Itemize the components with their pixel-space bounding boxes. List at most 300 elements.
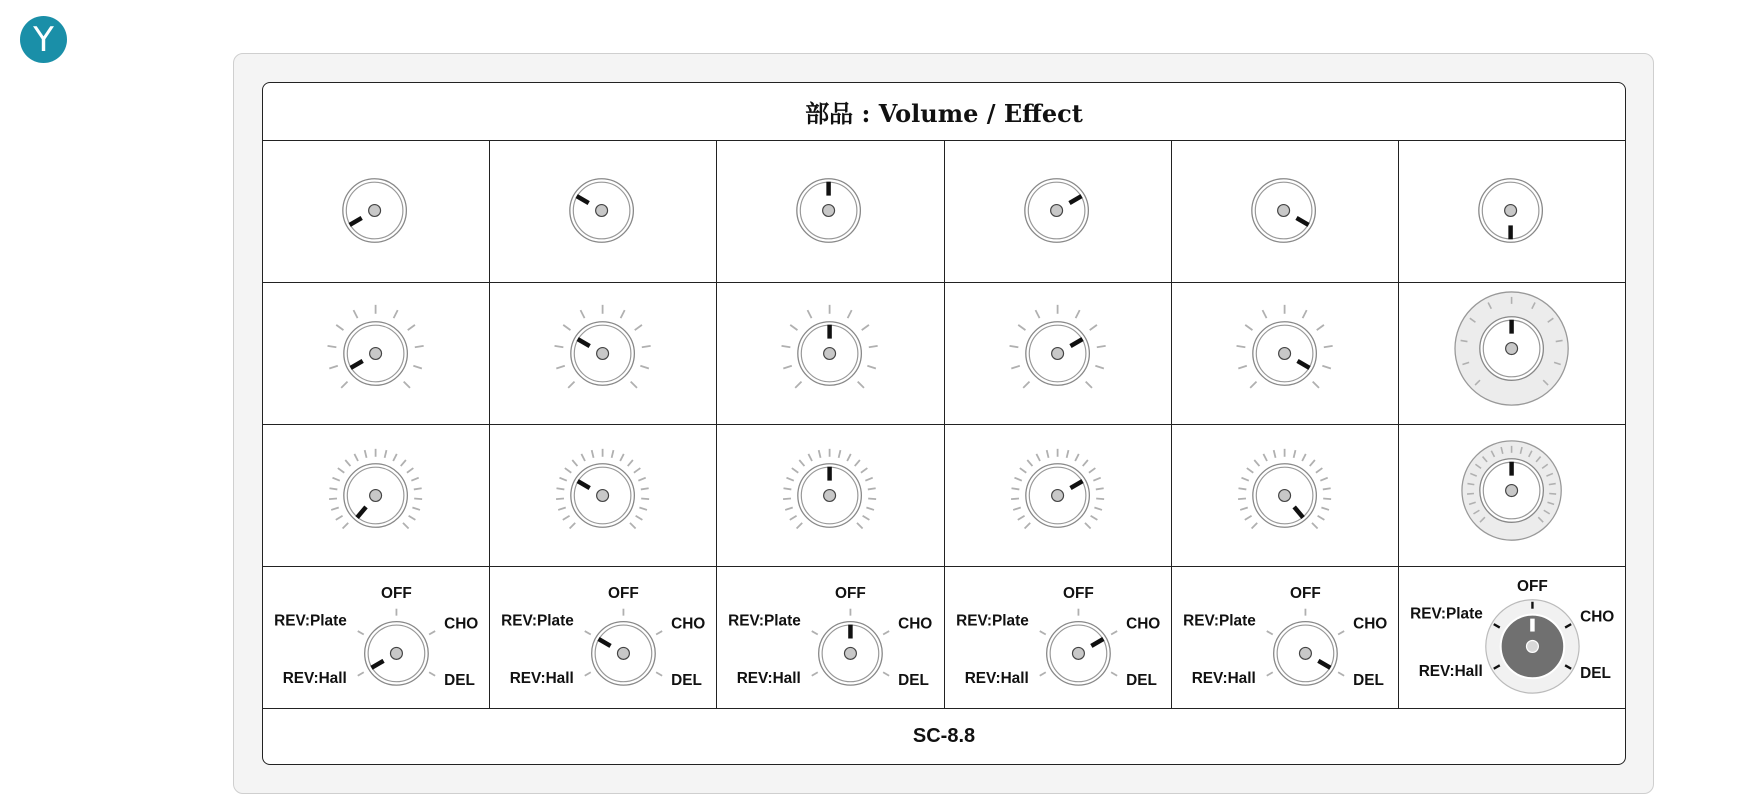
knob-cell xyxy=(1399,141,1625,282)
knob-drawing xyxy=(1399,425,1625,566)
scale-tick xyxy=(861,468,867,473)
scale-tick xyxy=(639,478,646,481)
knob-cell xyxy=(945,141,1172,282)
position-tick xyxy=(1338,631,1344,634)
scale-tick xyxy=(403,523,409,529)
scale-tick xyxy=(620,454,624,461)
selector-label-plate: REV:Plate xyxy=(1182,612,1256,630)
position-tick xyxy=(1266,631,1272,634)
scale-tick xyxy=(1322,366,1330,369)
scale-tick xyxy=(1014,478,1021,481)
position-tick xyxy=(1111,631,1117,634)
scale-tick xyxy=(1095,488,1103,489)
scale-tick xyxy=(1273,450,1275,458)
knob-cell xyxy=(945,283,1172,424)
scale-tick xyxy=(1467,484,1474,485)
knob[interactable] xyxy=(1009,305,1105,388)
scale-tick xyxy=(1247,468,1253,473)
scale-tick xyxy=(558,507,566,509)
knob-center-dot xyxy=(597,348,609,360)
scale-tick xyxy=(1088,468,1094,473)
scale-tick xyxy=(869,346,878,347)
scale-tick xyxy=(848,310,852,318)
knob-drawing xyxy=(1399,283,1625,424)
scale-tick xyxy=(855,460,860,466)
knob-drawing xyxy=(490,141,716,282)
knob-cell xyxy=(717,567,944,708)
knob-center-dot xyxy=(845,647,857,659)
position-tick xyxy=(1111,672,1117,675)
scale-tick xyxy=(786,507,794,509)
knob[interactable] xyxy=(555,305,651,388)
scale-tick xyxy=(1027,460,1032,466)
knob-cell xyxy=(717,283,944,424)
scale-tick xyxy=(1094,507,1102,509)
scale-tick xyxy=(409,516,416,520)
knob-center-dot xyxy=(370,348,382,360)
scale-tick xyxy=(857,523,863,529)
component-sheet xyxy=(262,82,1626,765)
scale-tick xyxy=(1293,450,1295,458)
selector-label-off: OFF xyxy=(1289,584,1321,602)
scale-tick xyxy=(1302,310,1306,318)
scale-tick xyxy=(631,382,637,388)
scale-tick xyxy=(612,450,614,458)
selector-label-off: OFF xyxy=(1516,577,1548,595)
position-tick xyxy=(656,672,662,675)
scale-tick xyxy=(570,523,576,529)
scale-tick xyxy=(385,450,387,458)
knob-cell xyxy=(263,283,490,424)
knob-cell xyxy=(1399,567,1625,708)
scale-tick xyxy=(1082,460,1087,466)
scale-tick xyxy=(1009,346,1018,347)
selector-label-hall: REV:Hall xyxy=(964,670,1029,688)
scale-tick xyxy=(1011,488,1019,489)
knob-center-dot xyxy=(597,490,609,502)
scale-tick xyxy=(329,366,337,369)
scale-tick xyxy=(848,454,852,461)
scale-tick xyxy=(784,488,792,489)
scale-tick xyxy=(1035,310,1039,318)
knob[interactable] xyxy=(1238,449,1331,529)
scale-tick xyxy=(555,346,564,347)
scale-tick xyxy=(1238,499,1246,500)
knob-drawing xyxy=(1399,567,1625,708)
scale-tick xyxy=(1312,382,1318,388)
scale-tick xyxy=(341,382,347,388)
scale-tick xyxy=(1017,516,1024,520)
scale-tick xyxy=(1023,382,1029,388)
knob[interactable] xyxy=(1183,585,1387,689)
selector-label-cho: CHO xyxy=(1579,608,1615,626)
sheet-footer: SC-8.8 xyxy=(912,725,976,747)
scale-tick xyxy=(1549,493,1556,494)
scale-tick xyxy=(1085,382,1091,388)
scale-tick xyxy=(328,346,337,347)
knob-center-dot xyxy=(1505,343,1517,355)
knob-drawing xyxy=(1172,283,1398,424)
scale-tick xyxy=(1090,516,1097,520)
scale-tick xyxy=(1238,366,1246,369)
selector-label-plate: REV:Plate xyxy=(501,612,574,630)
position-tick xyxy=(1039,631,1045,634)
scale-tick xyxy=(1317,516,1324,520)
scale-tick xyxy=(1323,488,1331,489)
knob[interactable] xyxy=(274,585,478,689)
scale-tick xyxy=(1323,499,1331,500)
knob-cell xyxy=(945,425,1172,566)
position-tick xyxy=(429,672,435,675)
scale-tick xyxy=(1013,507,1021,509)
scale-tick xyxy=(640,507,648,509)
scale-tick xyxy=(572,460,577,466)
scale-tick xyxy=(332,478,339,481)
scale-tick xyxy=(1024,523,1030,529)
scale-tick xyxy=(1011,366,1019,369)
scale-tick xyxy=(796,382,802,388)
scale-tick xyxy=(867,507,875,509)
selector-label-off: OFF xyxy=(608,584,639,602)
scale-tick xyxy=(630,523,636,529)
knob-drawing xyxy=(490,567,716,708)
scale-tick xyxy=(581,310,585,318)
knob-drawing xyxy=(717,567,943,708)
knob-cell xyxy=(490,567,717,708)
scale-tick xyxy=(868,366,876,369)
selector-label-cho: CHO xyxy=(1352,615,1387,633)
knob-center-dot xyxy=(1050,205,1062,217)
knob-center-dot xyxy=(1299,647,1311,659)
position-tick xyxy=(585,672,591,675)
knob-center-dot xyxy=(1505,485,1517,497)
selector-label-cho: CHO xyxy=(898,615,933,633)
scale-tick xyxy=(414,499,422,500)
selector-label-cho: CHO xyxy=(671,615,706,633)
scale-tick xyxy=(819,450,821,458)
knob-drawing xyxy=(945,425,1171,566)
selector-label-off: OFF xyxy=(1062,584,1094,602)
selector-label-hall: REV:Hall xyxy=(1191,670,1256,688)
knob-center-dot xyxy=(824,490,836,502)
scale-tick xyxy=(1084,523,1090,529)
knob-cell xyxy=(1172,283,1399,424)
knob-drawing xyxy=(717,141,943,282)
scale-tick xyxy=(1262,310,1266,318)
knob[interactable] xyxy=(1252,179,1316,243)
scale-tick xyxy=(628,460,633,466)
scale-tick xyxy=(563,516,570,520)
scale-tick xyxy=(1089,325,1096,330)
scale-tick xyxy=(1095,366,1103,369)
scale-tick xyxy=(869,499,877,500)
scale-tick xyxy=(1324,346,1333,347)
scale-tick xyxy=(413,366,421,369)
selector-label-hall: REV:Hall xyxy=(509,670,574,688)
knob-cell xyxy=(945,567,1172,708)
knob-drawing xyxy=(717,425,943,566)
position-tick xyxy=(585,631,591,634)
scale-tick xyxy=(809,454,813,461)
knob[interactable] xyxy=(329,449,422,529)
knob-grid xyxy=(263,141,1625,709)
selector-label-plate: REV:Plate xyxy=(728,612,802,630)
scale-tick xyxy=(1011,499,1019,500)
scale-tick xyxy=(641,488,649,489)
scale-tick xyxy=(866,478,873,481)
knob-cell xyxy=(1399,283,1625,424)
scale-tick xyxy=(1240,507,1248,509)
knob[interactable] xyxy=(1455,292,1568,405)
scale-tick xyxy=(1263,454,1267,461)
selector-label-plate: REV:Plate xyxy=(955,612,1029,630)
scale-tick xyxy=(1096,499,1104,500)
knob[interactable] xyxy=(1462,441,1561,540)
scale-tick xyxy=(1036,454,1040,461)
scale-tick xyxy=(641,499,649,500)
knob-row-ticks xyxy=(263,283,1625,425)
scale-tick xyxy=(592,450,594,458)
knob-drawing xyxy=(1172,425,1398,566)
scale-tick xyxy=(621,310,625,318)
scale-tick xyxy=(1549,484,1556,485)
scale-tick xyxy=(641,366,649,369)
scale-tick xyxy=(556,366,564,369)
scale-tick xyxy=(1245,325,1252,330)
knob[interactable] xyxy=(1236,305,1332,388)
sheet-title: 部品 : Volume / Effect xyxy=(263,83,1625,141)
knob-drawing xyxy=(490,425,716,566)
selector-label-del: DEL xyxy=(444,672,475,690)
scale-tick xyxy=(1075,310,1079,318)
knob-center-dot xyxy=(824,348,836,360)
scale-tick xyxy=(1250,382,1256,388)
knob-cell xyxy=(1172,425,1399,566)
knob-center-dot xyxy=(618,647,630,659)
scale-tick xyxy=(858,382,864,388)
knob-cell xyxy=(263,425,490,566)
scale-tick xyxy=(1075,454,1079,461)
scale-tick xyxy=(331,507,339,509)
knob[interactable] xyxy=(556,449,649,529)
selector-label-plate: REV:Plate xyxy=(1410,605,1483,623)
scale-tick xyxy=(862,325,869,330)
knob-cell xyxy=(1172,141,1399,282)
scale-tick xyxy=(1241,478,1248,481)
knob-center-dot xyxy=(1526,640,1538,652)
scale-tick xyxy=(635,325,642,330)
knob-cell xyxy=(490,141,717,282)
scale-tick xyxy=(414,488,422,489)
knob-cell xyxy=(263,141,490,282)
knob-center-dot xyxy=(1051,490,1063,502)
knob[interactable] xyxy=(956,585,1160,689)
scale-tick xyxy=(1254,460,1259,466)
scale-tick xyxy=(354,310,358,318)
knob[interactable] xyxy=(728,585,932,689)
position-tick xyxy=(358,631,364,634)
scale-tick xyxy=(787,478,794,481)
scale-tick xyxy=(1309,460,1314,466)
knob-drawing xyxy=(263,425,489,566)
knob[interactable] xyxy=(343,179,407,243)
scale-tick xyxy=(1316,325,1323,330)
scale-tick xyxy=(1251,523,1257,529)
knob[interactable] xyxy=(782,305,878,388)
knob-cell xyxy=(490,425,717,566)
knob-drawing xyxy=(1399,141,1625,282)
scale-tick xyxy=(343,523,349,529)
knob[interactable] xyxy=(501,585,705,689)
scale-tick xyxy=(336,325,343,330)
scale-tick xyxy=(336,516,343,520)
position-tick xyxy=(429,631,435,634)
knob-drawing xyxy=(263,141,489,282)
scale-tick xyxy=(790,516,797,520)
scale-tick xyxy=(329,499,337,500)
scale-tick xyxy=(782,346,791,347)
scale-tick xyxy=(1312,523,1318,529)
knob-cell xyxy=(490,283,717,424)
knob[interactable] xyxy=(797,179,861,243)
knob-cell xyxy=(717,141,944,282)
knob-drawing xyxy=(945,567,1171,708)
knob-center-dot xyxy=(370,490,382,502)
scale-tick xyxy=(1018,325,1025,330)
position-tick xyxy=(812,631,818,634)
scale-tick xyxy=(1096,346,1105,347)
logo-letter: Y xyxy=(33,19,54,60)
selector-label-del: DEL xyxy=(671,672,703,690)
knob[interactable] xyxy=(1024,179,1088,243)
scale-tick xyxy=(556,499,564,500)
scale-tick xyxy=(1066,450,1068,458)
selector-label-del: DEL xyxy=(1125,672,1157,690)
scale-tick xyxy=(338,468,344,473)
scale-tick xyxy=(568,382,574,388)
scale-tick xyxy=(560,478,567,481)
scale-tick xyxy=(636,516,643,520)
knob-drawing xyxy=(1172,141,1398,282)
scale-tick xyxy=(784,366,792,369)
scale-tick xyxy=(1046,450,1048,458)
position-tick xyxy=(883,631,889,634)
scale-tick xyxy=(634,468,640,473)
knob-center-dot xyxy=(1278,490,1290,502)
scale-tick xyxy=(415,346,424,347)
scale-tick xyxy=(557,488,565,489)
scale-tick xyxy=(863,516,870,520)
knob-drawing xyxy=(263,567,489,708)
scale-tick xyxy=(404,382,410,388)
scale-tick xyxy=(393,454,397,461)
scale-tick xyxy=(797,523,803,529)
knob-row-selector xyxy=(263,567,1625,709)
scale-tick xyxy=(401,460,406,466)
scale-tick xyxy=(1460,340,1467,341)
scale-tick xyxy=(1320,478,1327,481)
knob-center-dot xyxy=(823,205,835,217)
selector-label-del: DEL xyxy=(1579,665,1611,683)
scale-tick xyxy=(565,468,571,473)
scale-tick xyxy=(329,488,337,489)
scale-tick xyxy=(1093,478,1100,481)
knob-cell xyxy=(717,425,944,566)
knob[interactable] xyxy=(783,449,876,529)
scale-tick xyxy=(1302,454,1306,461)
knob-cell xyxy=(1172,567,1399,708)
knob-center-dot xyxy=(1504,205,1516,217)
knob[interactable] xyxy=(1011,449,1104,529)
position-tick xyxy=(1266,672,1272,675)
knob-center-dot xyxy=(1072,647,1084,659)
selector-label-cho: CHO xyxy=(444,615,479,633)
selector-label-del: DEL xyxy=(898,672,930,690)
knob[interactable] xyxy=(1479,179,1543,243)
selector-label-plate: REV:Plate xyxy=(274,612,347,630)
knob-row-fine-ticks xyxy=(263,425,1625,567)
scale-tick xyxy=(800,460,805,466)
position-tick xyxy=(656,631,662,634)
position-tick xyxy=(883,672,889,675)
selector-label-cho: CHO xyxy=(1125,615,1160,633)
knob-center-dot xyxy=(596,205,608,217)
knob-row-plain xyxy=(263,141,1625,283)
scale-tick xyxy=(365,450,367,458)
selector-label-off: OFF xyxy=(835,584,867,602)
knob[interactable] xyxy=(1410,578,1614,693)
scale-tick xyxy=(1467,493,1474,494)
position-tick xyxy=(1338,672,1344,675)
scale-tick xyxy=(1556,340,1563,341)
scale-tick xyxy=(1236,346,1245,347)
scale-tick xyxy=(345,460,350,466)
scale-tick xyxy=(411,478,418,481)
scale-tick xyxy=(1238,488,1246,489)
knob-center-dot xyxy=(369,205,381,217)
scale-tick xyxy=(792,468,798,473)
scale-tick xyxy=(354,454,358,461)
scale-tick xyxy=(1321,507,1329,509)
scale-tick xyxy=(407,468,413,473)
knob-center-dot xyxy=(1278,348,1290,360)
scale-tick xyxy=(1244,516,1251,520)
knob-drawing xyxy=(1172,567,1398,708)
selector-label-del: DEL xyxy=(1352,672,1384,690)
knob-center-dot xyxy=(1051,348,1063,360)
scale-tick xyxy=(563,325,570,330)
scale-tick xyxy=(408,325,415,330)
knob-drawing xyxy=(263,283,489,424)
selector-label-hall: REV:Hall xyxy=(1418,663,1483,681)
knob-drawing xyxy=(945,283,1171,424)
scale-tick xyxy=(808,310,812,318)
scale-tick xyxy=(412,507,420,509)
selector-label-off: OFF xyxy=(381,584,412,602)
scale-tick xyxy=(642,346,651,347)
scale-tick xyxy=(582,454,586,461)
position-tick xyxy=(812,672,818,675)
app-logo xyxy=(20,16,67,63)
position-tick xyxy=(1039,672,1045,675)
knob[interactable] xyxy=(328,305,424,388)
knob[interactable] xyxy=(570,179,634,243)
scale-tick xyxy=(839,450,841,458)
scale-tick xyxy=(868,488,876,489)
knob-cell xyxy=(263,567,490,708)
knob-drawing xyxy=(490,283,716,424)
scale-tick xyxy=(394,310,398,318)
